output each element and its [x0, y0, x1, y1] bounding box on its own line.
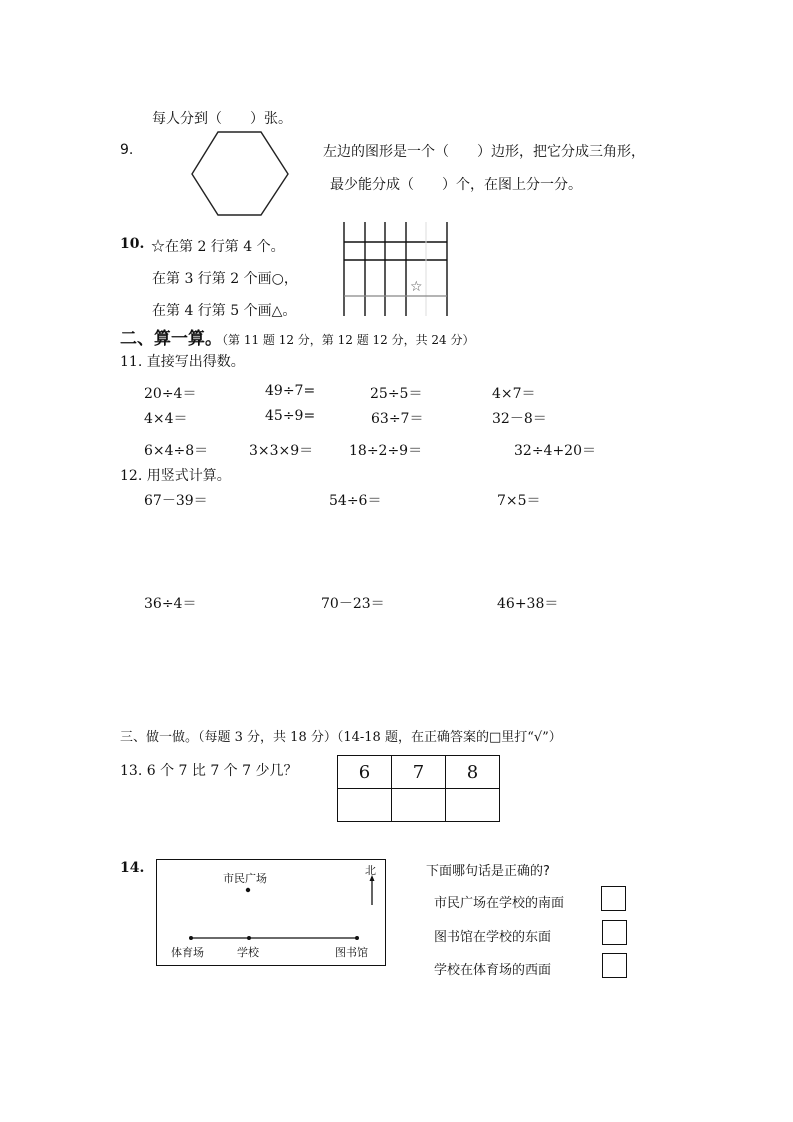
q13-option-7: 7 [392, 756, 446, 789]
plaza-point [246, 888, 250, 892]
q12-item[interactable]: 36÷4＝ [144, 596, 197, 612]
q11-item[interactable]: 4×4＝ [144, 411, 188, 427]
q14-option-checkbox[interactable] [602, 953, 627, 978]
library-point [355, 936, 359, 940]
map-label-plaza: 市民广场 [223, 872, 267, 885]
q14-option-checkbox[interactable] [602, 920, 627, 945]
map-label-north: 北 [365, 864, 376, 877]
q12-title: 12. 用竖式计算。 [120, 468, 231, 484]
q11-item[interactable]: 4×7＝ [492, 386, 536, 402]
q8-answer-line: 每人分到（ ）张。 [152, 111, 292, 127]
section2-heading [120, 324, 475, 349]
q9-line2: 最少能分成（ ）个，在图上分一分。 [330, 177, 582, 193]
q13-option-6: 6 [338, 756, 392, 789]
q10-line2: 在第 3 行第 2 个画○， [152, 271, 298, 287]
q13-check-cell-6[interactable] [338, 789, 392, 822]
hexagon-figure[interactable] [188, 128, 292, 220]
q11-item[interactable]: 6×4÷8＝ [144, 443, 209, 459]
q11-item[interactable]: 45÷9= [265, 408, 316, 424]
q11-title: 11. 直接写出得数。 [120, 354, 245, 370]
q10-line3: 在第 4 行第 5 个画△。 [152, 303, 297, 319]
q14-option-text: 市民广场在学校的南面 [434, 896, 565, 911]
q11-item[interactable]: 20÷4＝ [144, 386, 197, 402]
stadium-point [189, 936, 193, 940]
map-label-stadium: 体育场 [171, 946, 204, 959]
q11-item[interactable]: 32÷4+20＝ [514, 443, 596, 459]
school-point [247, 936, 251, 940]
q11-item[interactable]: 32－8＝ [492, 411, 547, 427]
q11-item[interactable]: 3×3×9＝ [249, 443, 314, 459]
map-label-library: 图书馆 [335, 946, 368, 959]
section2-title: 二、算一算。 [120, 329, 222, 349]
q11-item[interactable]: 49÷7= [265, 383, 316, 399]
hexagon-shape [192, 132, 288, 215]
q13-option-8: 8 [446, 756, 500, 789]
section2-note: （第 11 题 12 分，第 12 题 12 分，共 24 分） [222, 333, 475, 347]
q10-line1: ☆在第 2 行第 4 个。 [151, 239, 285, 255]
position-grid[interactable] [340, 222, 452, 318]
q14-option-checkbox[interactable] [601, 886, 626, 911]
q11-item[interactable]: 18÷2÷9＝ [349, 443, 423, 459]
q12-item[interactable]: 46+38＝ [497, 596, 559, 612]
q12-item[interactable]: 67－39＝ [144, 493, 208, 509]
q12-item[interactable]: 54÷6＝ [329, 493, 382, 509]
q13-answer-table [337, 755, 500, 822]
q12-item[interactable]: 70－23＝ [321, 596, 385, 612]
q12-item[interactable]: 7×5＝ [497, 493, 541, 509]
q13-check-cell-7[interactable] [392, 789, 446, 822]
q13-question: 13. 6 个 7 比 7 个 7 少几？ [120, 763, 298, 779]
section3-heading: 三、做一做。（每题 3 分，共 18 分）（14-18 题，在正确答案的□里打“√”） [120, 730, 562, 745]
q14-question: 下面哪句话是正确的? [426, 864, 550, 879]
q13-check-cell-8[interactable] [446, 789, 500, 822]
q9-line1: 左边的图形是一个（ ）边形，把它分成三角形， [323, 144, 645, 160]
q11-item[interactable]: 25÷5＝ [370, 386, 423, 402]
q14-number: 14. [120, 860, 145, 876]
star-icon: ☆ [410, 279, 423, 295]
direction-map [156, 859, 386, 966]
q9-number: 9. [120, 142, 134, 158]
q14-option-text: 学校在体育场的西面 [434, 963, 552, 978]
map-label-school: 学校 [237, 946, 259, 959]
q14-option-text: 图书馆在学校的东面 [434, 930, 552, 945]
q11-item[interactable]: 63÷7＝ [371, 411, 424, 427]
q10-number: 10. [120, 236, 145, 252]
